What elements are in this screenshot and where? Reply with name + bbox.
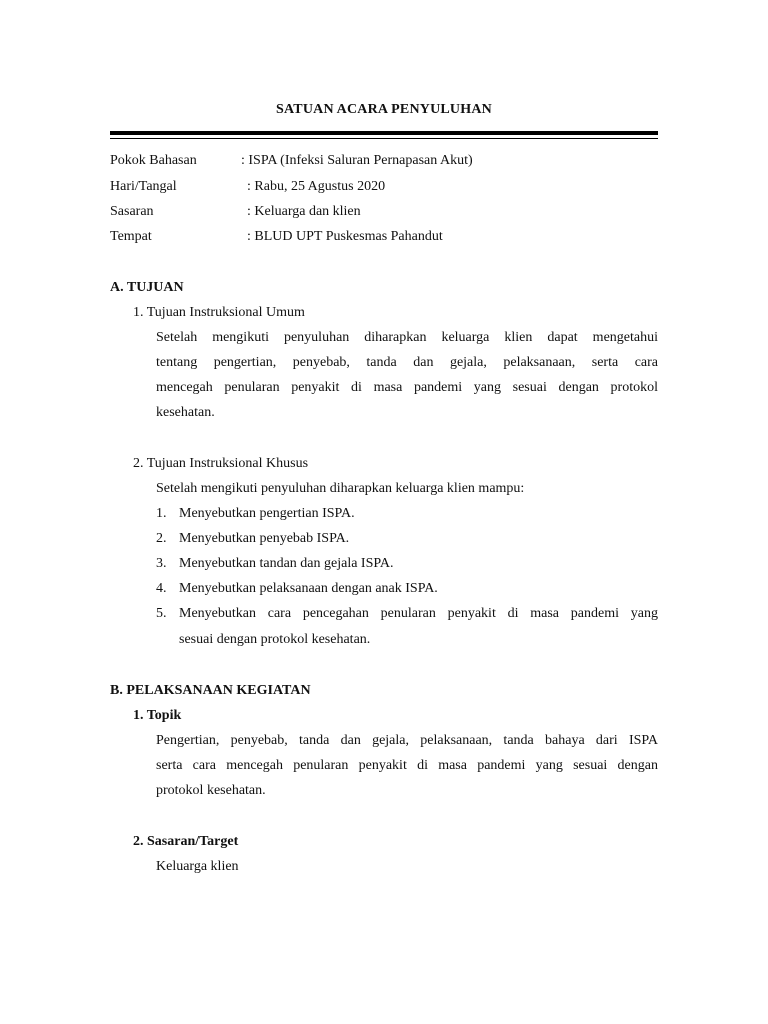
paragraph-line: mencegah penularan penyakit di masa pandemi yang sesuai dengan protokol — [156, 380, 658, 395]
section-b-item2-title: 2. Sasaran/Target — [133, 834, 239, 849]
meta-value-pokok-bahasan: : ISPA (Infeksi Saluran Pernapasan Akut) — [241, 153, 473, 168]
section-b-item2-text: Keluarga klien — [156, 859, 239, 874]
list-item: Menyebutkan pelaksanaan dengan anak ISPA. — [179, 581, 438, 596]
title-divider-thick — [110, 131, 658, 135]
meta-label-tempat: Tempat — [110, 229, 152, 244]
list-item: Menyebutkan pengertian ISPA. — [179, 506, 355, 521]
meta-label-pokok-bahasan: Pokok Bahasan — [110, 153, 197, 168]
section-a-item1-title: 1. Tujuan Instruksional Umum — [133, 305, 305, 320]
list-item-number: 2. — [156, 531, 167, 546]
meta-label-sasaran: Sasaran — [110, 204, 154, 219]
list-item-number: 5. — [156, 606, 167, 621]
list-item-continuation: sesuai dengan protokol kesehatan. — [179, 632, 371, 647]
paragraph-line: tentang pengertian, penyebab, tanda dan gejala, pelaksanaan, serta cara — [156, 355, 658, 370]
title-divider-thin — [110, 138, 658, 139]
paragraph-line: protokol kesehatan. — [156, 783, 266, 798]
paragraph-line: Setelah mengikuti penyuluhan diharapkan keluarga klien dapat mengetahui — [156, 330, 658, 345]
meta-value-tempat: : BLUD UPT Puskesmas Pahandut — [247, 229, 443, 244]
section-b-heading: B. PELAKSANAAN KEGIATAN — [110, 683, 311, 698]
section-a-heading: A. TUJUAN — [110, 280, 184, 295]
document-title: SATUAN ACARA PENYULUHAN — [276, 102, 492, 117]
list-item-number: 3. — [156, 556, 167, 571]
paragraph-line: Pengertian, penyebab, tanda dan gejala, pelaksanaan, tanda bahaya dari ISPA — [156, 733, 658, 748]
meta-label-hari-tangal: Hari/Tangal — [110, 179, 177, 194]
meta-value-sasaran: : Keluarga dan klien — [247, 204, 361, 219]
section-a-item2-title: 2. Tujuan Instruksional Khusus — [133, 456, 309, 471]
paragraph-line: serta cara mencegah penularan penyakit di masa pandemi yang sesuai dengan — [156, 758, 658, 773]
section-b-item1-title: 1. Topik — [133, 708, 182, 723]
paragraph-line: kesehatan. — [156, 405, 215, 420]
section-a-item2-intro: Setelah mengikuti penyuluhan diharapkan keluarga klien mampu: — [156, 481, 525, 496]
list-item: Menyebutkan tandan dan gejala ISPA. — [179, 556, 394, 571]
list-item-number: 4. — [156, 581, 167, 596]
list-item: Menyebutkan cara pencegahan penularan penyakit di masa pandemi yang — [179, 606, 658, 621]
list-item: Menyebutkan penyebab ISPA. — [179, 531, 350, 546]
list-item-number: 1. — [156, 506, 167, 521]
meta-value-hari-tangal: : Rabu, 25 Agustus 2020 — [247, 179, 386, 194]
